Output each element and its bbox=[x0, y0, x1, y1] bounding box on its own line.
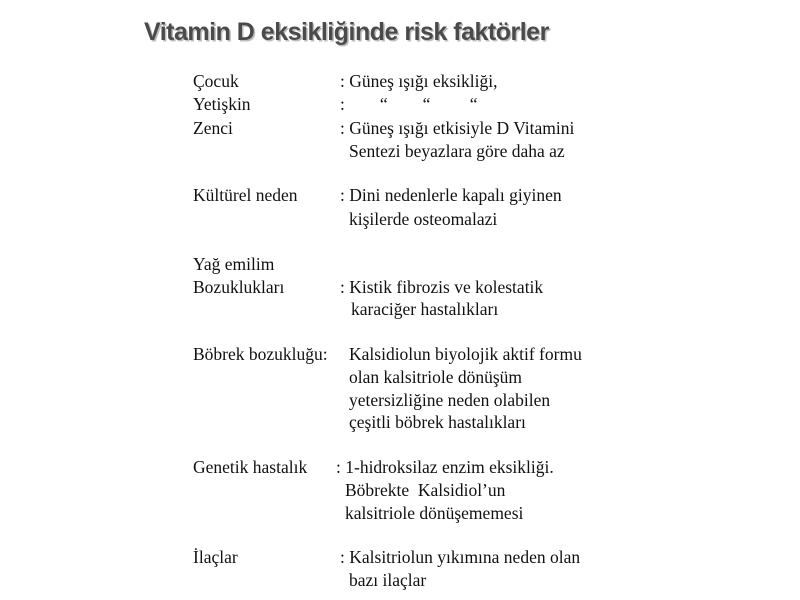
row-text-yag-1: : Kistik fibrozis ve kolestatik bbox=[340, 277, 544, 297]
row-label-genetik: Genetik hastalık bbox=[193, 457, 308, 477]
row-text-bobrek-3: yetersizliğine neden olabilen bbox=[349, 390, 551, 410]
row-text-yag-2: karaciğer hastalıkları bbox=[351, 299, 499, 319]
slide-title: Vitamin D eksikliğinde risk faktörler bbox=[144, 18, 549, 46]
row-label-zenci: Zenci bbox=[193, 118, 233, 138]
row-label-kulturel-neden: Kültürel neden bbox=[193, 185, 298, 205]
row-text-genetik-2: Böbrekte Kalsidiol’un bbox=[345, 480, 506, 500]
row-text-kulturel-1: : Dini nedenlerle kapalı giyinen bbox=[340, 185, 562, 205]
row-label-yag-emilim: Yağ emilim bbox=[193, 254, 275, 274]
row-label-cocuk: Çocuk bbox=[193, 71, 239, 91]
row-label-yetiskin: Yetişkin bbox=[193, 94, 251, 114]
row-text-ilaclar-1: : Kalsitriolun yıkımına neden olan bbox=[340, 547, 581, 567]
row-text-genetik-3: kalsitriole dönüşememesi bbox=[345, 503, 524, 523]
row-label-bobrek: Böbrek bozukluğu: bbox=[193, 344, 328, 364]
row-text-bobrek-1: Kalsidiolun biyolojik aktif formu bbox=[349, 344, 582, 364]
row-text-ilaclar-2: bazı ilaçlar bbox=[349, 570, 427, 590]
row-text-cocuk: : Güneş ışığı eksikliği, bbox=[340, 71, 498, 91]
row-text-bobrek-2: olan kalsitriole dönüşüm bbox=[349, 367, 523, 387]
row-text-bobrek-4: çeşitli böbrek hastalıkları bbox=[349, 412, 526, 432]
row-text-genetik-1: : 1-hidroksilaz enzim eksikliği. bbox=[336, 457, 554, 477]
row-text-zenci-2: Sentezi beyazlara göre daha az bbox=[349, 141, 565, 161]
row-label-ilaclar: İlaçlar bbox=[193, 547, 238, 567]
row-text-yetiskin: : “ “ “ bbox=[340, 94, 478, 114]
row-text-zenci-1: : Güneş ışığı etkisiyle D Vitamini bbox=[340, 118, 575, 138]
row-text-kulturel-2: kişilerde osteomalazi bbox=[349, 209, 498, 229]
row-label-bozukluklari: Bozuklukları bbox=[193, 277, 285, 297]
